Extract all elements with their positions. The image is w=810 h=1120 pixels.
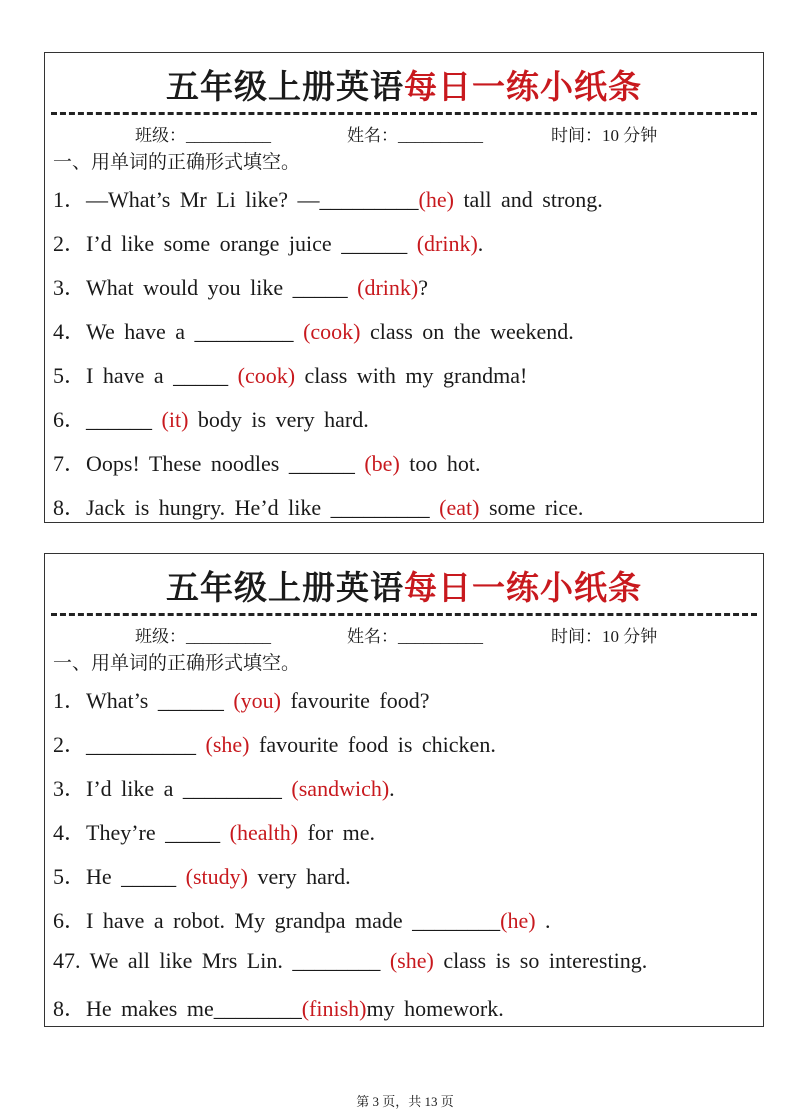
question: 2．__________ (she) favourite food is chicken.: [53, 732, 496, 757]
word-hint: (be): [364, 451, 400, 476]
question: 6．______ (it) body is very hard.: [53, 407, 369, 432]
question: 8．Jack is hungry. He’d like _________ (eat) some rice.: [53, 495, 584, 520]
word-hint: (sandwich): [291, 776, 390, 801]
question: 3．What would you like _____ (drink)?: [53, 275, 428, 300]
question: 7．Oops! These noodles ______ (be) too hot.: [53, 451, 481, 476]
question: 6．I have a robot. My grandpa made ________(he) .: [53, 908, 551, 933]
worksheet-title: [45, 562, 763, 609]
worksheet-card-2: [44, 553, 764, 1027]
class-field: 班级：__________: [135, 627, 271, 646]
word-hint: (finish): [301, 996, 367, 1021]
title-black: 五年级上册英语: [166, 67, 404, 106]
info-row: [45, 121, 763, 143]
name-field: 姓名：__________: [347, 126, 483, 145]
question: 2．I’d like some orange juice ______ (drink).: [53, 231, 484, 256]
question: 4．They’re _____ (health) for me.: [53, 820, 376, 845]
class-field: 班级：__________: [135, 126, 271, 145]
word-hint: (health): [229, 820, 299, 845]
word-hint: (she): [205, 732, 250, 757]
dashed-divider: [51, 112, 757, 115]
word-hint: (she): [389, 948, 434, 973]
info-row: [45, 622, 763, 644]
word-hint: (he): [418, 187, 454, 212]
question: 1．—What’s Mr Li like? —_________(he) tall and strong.: [53, 187, 603, 212]
word-hint: (cook): [237, 363, 296, 388]
word-hint: (eat): [439, 495, 480, 520]
word-hint: (cook): [303, 319, 361, 344]
question: 1．What’s ______ (you) favourite food?: [53, 688, 430, 713]
word-hint: (it): [161, 407, 189, 432]
section-heading: 一、用单词的正确形式填空。: [53, 151, 301, 173]
word-hint: (he): [500, 908, 536, 933]
word-hint: (drink): [357, 275, 419, 300]
question: 47. We all like Mrs Lin. ________ (she) class is so interesting.: [53, 948, 648, 973]
question: 3．I’d like a _________ (sandwich).: [53, 776, 395, 801]
title-black: 五年级上册英语: [166, 568, 404, 607]
word-hint: (drink): [416, 231, 478, 256]
word-hint: (study): [185, 864, 248, 889]
question: 4．We have a _________ (cook) class on the weekend.: [53, 319, 574, 344]
word-hint: (you): [233, 688, 281, 713]
dashed-divider: [51, 613, 757, 616]
title-red: 每日一练小纸条: [404, 568, 642, 607]
time-field: 时间：10 分钟: [551, 126, 658, 145]
question: 5．I have a _____ (cook) class with my grandma!: [53, 363, 528, 388]
question: 8．He makes me________(finish)my homework.: [53, 996, 504, 1021]
name-field: 姓名：__________: [347, 627, 483, 646]
section-heading: 一、用单词的正确形式填空。: [53, 652, 301, 674]
worksheet-title: [45, 61, 763, 108]
time-field: 时间：10 分钟: [551, 627, 658, 646]
title-red: 每日一练小纸条: [404, 67, 642, 106]
worksheet-card-1: [44, 52, 764, 523]
page-footer: 第 3 页，共 13 页: [356, 1094, 454, 1109]
question: 5．He _____ (study) very hard.: [53, 864, 351, 889]
